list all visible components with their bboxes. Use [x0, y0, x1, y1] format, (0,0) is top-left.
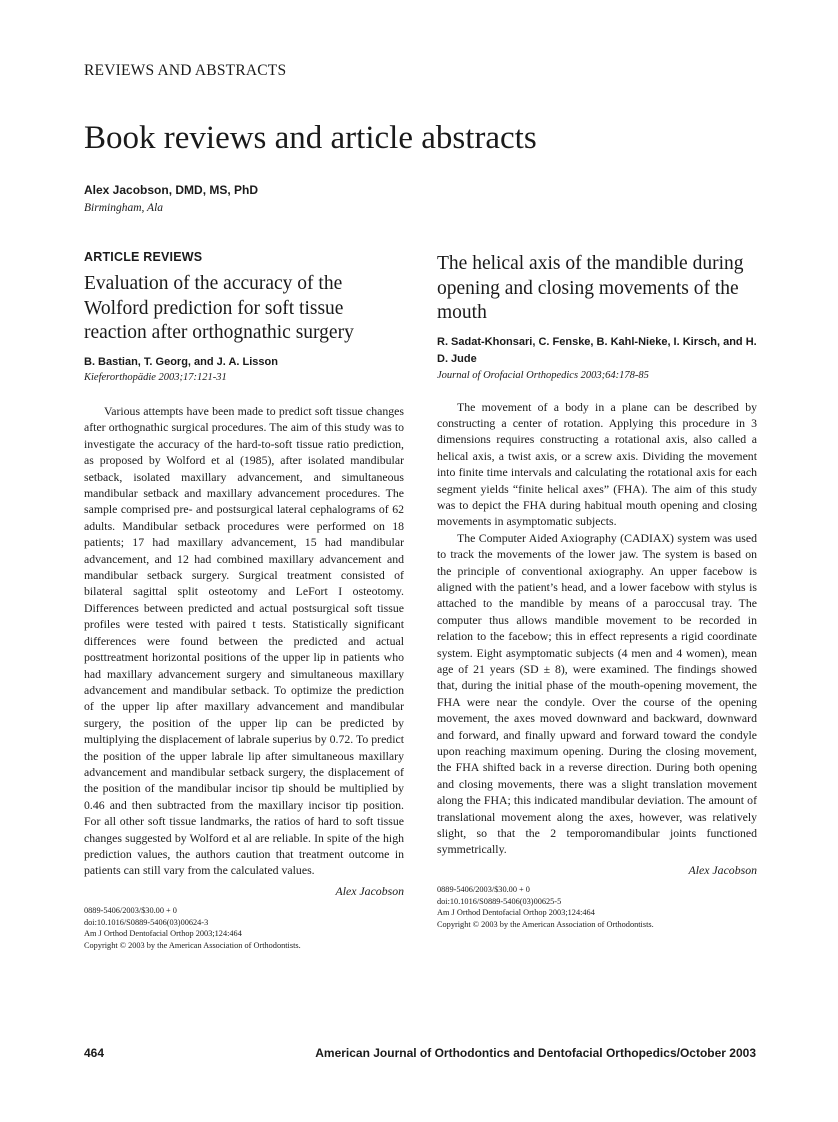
meta-journal-ref: Am J Orthod Dentofacial Orthop 2003;124:464 [84, 929, 242, 939]
abstract-paragraph: Various attempts have been made to predict soft tissue changes after orthognathic surgical procedures. The aim of this study was to investigate the accuracy of the hard-to-soft tissue ratio prediction, as proposed by Wolford et al (1985), after isolated mandibular setback, isolated maxillary advancement, and simultaneous mandibular setback and maxillary advancement procedures. The sample comprised pre- and postsurgical lateral cephalograms of 62 adults. Mandibular setback procedures were performed on 18 patients; 17 had maxillary advancement, 15 had mandibular advancement, and 12 had combined maxillary advancement and mandibular setback surgery. Surgical treatment consisted of bilateral sagittal split osteotomy and LeFort I osteotomy. Differences between predicted and actual postsurgical soft tissue profiles were tested with paired t tests. Statistically significant differences were found between the predicted and actual posttreatment horizontal positions of the upper lip in patients who had maxillary advancement surgery and simultaneous maxillary advancement and mandibular setback. To optimize the prediction of the upper lip after maxillary advancement and mandibular surgery, the position of the upper lip can be predicted by multiplying the displacement of labrale superius by 0.72. To predict the position of the upper labrale lip after simultaneous maxillary advancement and mandibular setback surgery, the displacement of the position of the mandibular incisor tip should be multiplied by 0.46 and then subtracted from the maxillary incisor tip position. For all other soft tissue landmarks, the ratios of hard to soft tissue changes suggested by Wolford et al are reliable. In spite of the high prediction values, the authors caution that treatment outcome in patients can still vary from the calculated values. [84, 404, 404, 878]
meta-price: 0889-5406/2003/$30.00 + 0 [437, 884, 530, 894]
left-column [84, 250, 404, 952]
article-metadata [84, 905, 404, 952]
meta-price: 0889-5406/2003/$30.00 + 0 [84, 905, 177, 915]
right-column [437, 252, 757, 931]
article-citation: Journal of Orofacial Orthopedics 2003;64:178-85 [437, 369, 649, 381]
article-metadata [437, 884, 757, 931]
author-location: Birmingham, Ala [84, 202, 164, 214]
meta-copyright: Copyright © 2003 by the American Association of Orthodontists. [84, 941, 301, 951]
meta-doi[interactable]: doi:10.1016/S0889-5406(03)00625-5 [437, 896, 562, 906]
meta-journal-ref: Am J Orthod Dentofacial Orthop 2003;124:464 [437, 908, 595, 918]
article-title: Evaluation of the accuracy of the Wolford prediction for soft tissue reaction after orthognathic surgery [84, 273, 354, 343]
footer-journal: American Journal of Orthodontics and Dentofacial Orthopedics/October 2003 [315, 1046, 756, 1060]
page-title: Book reviews and article abstracts [84, 120, 537, 156]
article-authors: R. Sadat-Khonsari, C. Fenske, B. Kahl-Nieke, I. Kirsch, and H. D. Jude [437, 335, 757, 365]
article-abstract [437, 399, 757, 858]
abstract-paragraph: The movement of a body in a plane can be described by constructing a center of rotation. Applying this procedure in 3 dimensions requires constructing a rotational axis, also called a helical axis, a twist axis, or a screw axis. Dividing the movement into finite time intervals and calculating the rotational axis for each segment yields “finite helical axes” (FHA). The aim of this study was to depict the FHA during habitual mouth opening and closing movements in asymptomatic subjects. [437, 399, 757, 529]
article-citation: Kieferorthopädie 2003;17:121-31 [84, 372, 227, 383]
meta-copyright: Copyright © 2003 by the American Association of Orthodontists. [437, 920, 654, 930]
rubric-article-reviews: ARTICLE REVIEWS [84, 250, 203, 264]
author-name: Alex Jacobson, DMD, MS, PhD [84, 183, 259, 197]
article-abstract [84, 403, 404, 879]
reviewer-signature: Alex Jacobson [335, 883, 404, 898]
article-title: The helical axis of the mandible during opening and closing movements of the mouth [437, 253, 744, 323]
abstract-paragraph: The Computer Aided Axiography (CADIAX) system was used to track the movements of the lower jaw. The system is based on the principle of conventional axiography. An upper facebow is aligned with the patient’s head, and a lower facebow with stylus is attached to the mandible by means of a paroccusal tray. The computer thus allows mandible movement to be recorded in relation to the facebow; this in effect represents a rigid coordinate system. Eight asymptomatic subjects (4 men and 4 women), mean age of 21 years (SD ± 8), were examined. The findings showed that, during the initial phase of the mouth-opening movement, the FHA were near the condyle. Over the course of the opening movement, the axes moved downward and backward, downward and forward, and finally upward and forward toward the condyle upon reaching maximum opening. During the closing movement, the FHA shifted back in a reverse direction. During both opening and closing movements, there was a slight translation movement along the FHA; this indicated mandibular deviation. The amount of translational movement along the axes, however, was relatively slight, so that the 2 temporomandibular joints functioned symmetrically. [437, 530, 757, 857]
page-number: 464 [84, 1046, 105, 1060]
article-authors: B. Bastian, T. Georg, and J. A. Lisson [84, 355, 278, 368]
section-label: REVIEWS AND ABSTRACTS [84, 62, 287, 79]
reviewer-signature: Alex Jacobson [688, 862, 757, 877]
meta-doi[interactable]: doi:10.1016/S0889-5406(03)00624-3 [84, 917, 209, 927]
